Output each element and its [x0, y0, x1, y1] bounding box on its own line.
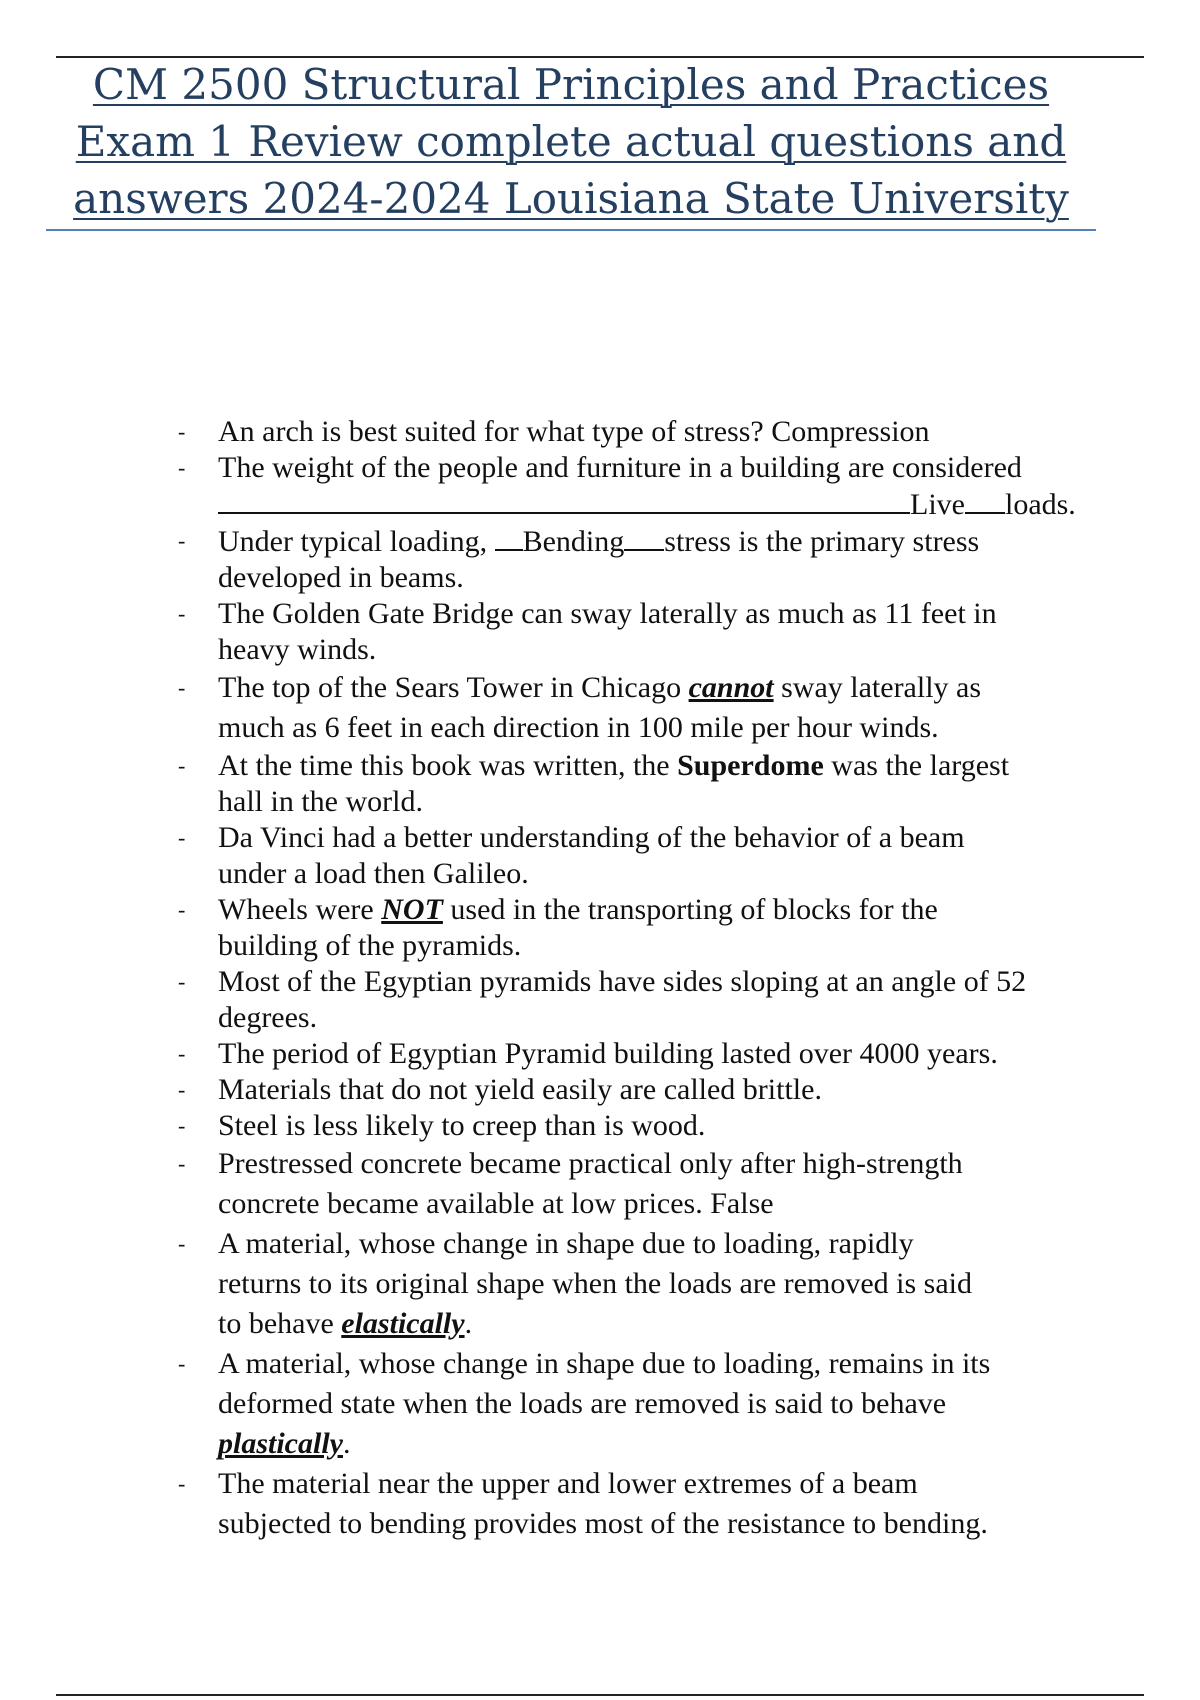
qa-list [178, 414, 1118, 1544]
emphasis: plastically [218, 1427, 343, 1460]
qa-item-13: - Prestressed concrete became practical only after high-strength concrete became available at low prices. False [178, 1144, 1118, 1224]
emphasis: NOT [381, 893, 443, 926]
qa-item-6: - At the time this book was written, the Superdome was the largest hall in the world. [178, 748, 1118, 820]
title-line-2: Exam 1 Review complete actual questions and [75, 117, 1067, 166]
qa-item-7: - Da Vinci had a better understanding of the behavior of a beam under a load then Galileo. [178, 820, 1118, 892]
qa-item-16: - The material near the upper and lower extremes of a beam subjected to bending provides most of the resistance to bending. [178, 1464, 1118, 1544]
emphasis: Superdome [677, 749, 824, 782]
qa-item-2: - The weight of the people and furniture in a building are considered Live loads. [178, 450, 1118, 523]
title-line-3: answers 2024-2024 Louisiana State University [73, 174, 1069, 223]
emphasis: elastically [341, 1307, 465, 1340]
qa-item-3: - Under typical loading, Bending stress is the primary stress developed in beams. [178, 523, 1118, 596]
answer-blank [218, 486, 910, 514]
answer: Bending [522, 525, 625, 558]
qa-item-10: - The period of Egyptian Pyramid building lasted over 4000 years. [178, 1036, 1118, 1072]
qa-item-5: - The top of the Sears Tower in Chicago cannot sway laterally as much as 6 feet in each direction in 100 mile per hour winds. [178, 668, 1118, 748]
title-line-1: CM 2500 Structural Principles and Practices [92, 60, 1050, 109]
document-title [46, 56, 1096, 231]
answer: Live [910, 488, 965, 521]
qa-item-1: - An arch is best suited for what type of stress? Compression [178, 414, 1118, 450]
qa-item-14: - A material, whose change in shape due to loading, rapidly returns to its original shape when the loads are removed is said to behave elastically. [178, 1224, 1118, 1344]
qa-item-11: - Materials that do not yield easily are called brittle. [178, 1072, 1118, 1108]
emphasis: cannot [688, 671, 774, 704]
qa-item-12: - Steel is less likely to creep than is wood. [178, 1108, 1118, 1144]
bottom-rule [56, 1694, 1144, 1696]
qa-item-8: - Wheels were NOT used in the transporting of blocks for the building of the pyramids. [178, 892, 1118, 964]
qa-item-15: - A material, whose change in shape due to loading, remains in its deformed state when the loads are removed is said to behave plastically. [178, 1344, 1118, 1464]
qa-item-4: - The Golden Gate Bridge can sway laterally as much as 11 feet in heavy winds. [178, 596, 1118, 668]
qa-item-9: - Most of the Egyptian pyramids have sides sloping at an angle of 52 degrees. [178, 964, 1118, 1036]
